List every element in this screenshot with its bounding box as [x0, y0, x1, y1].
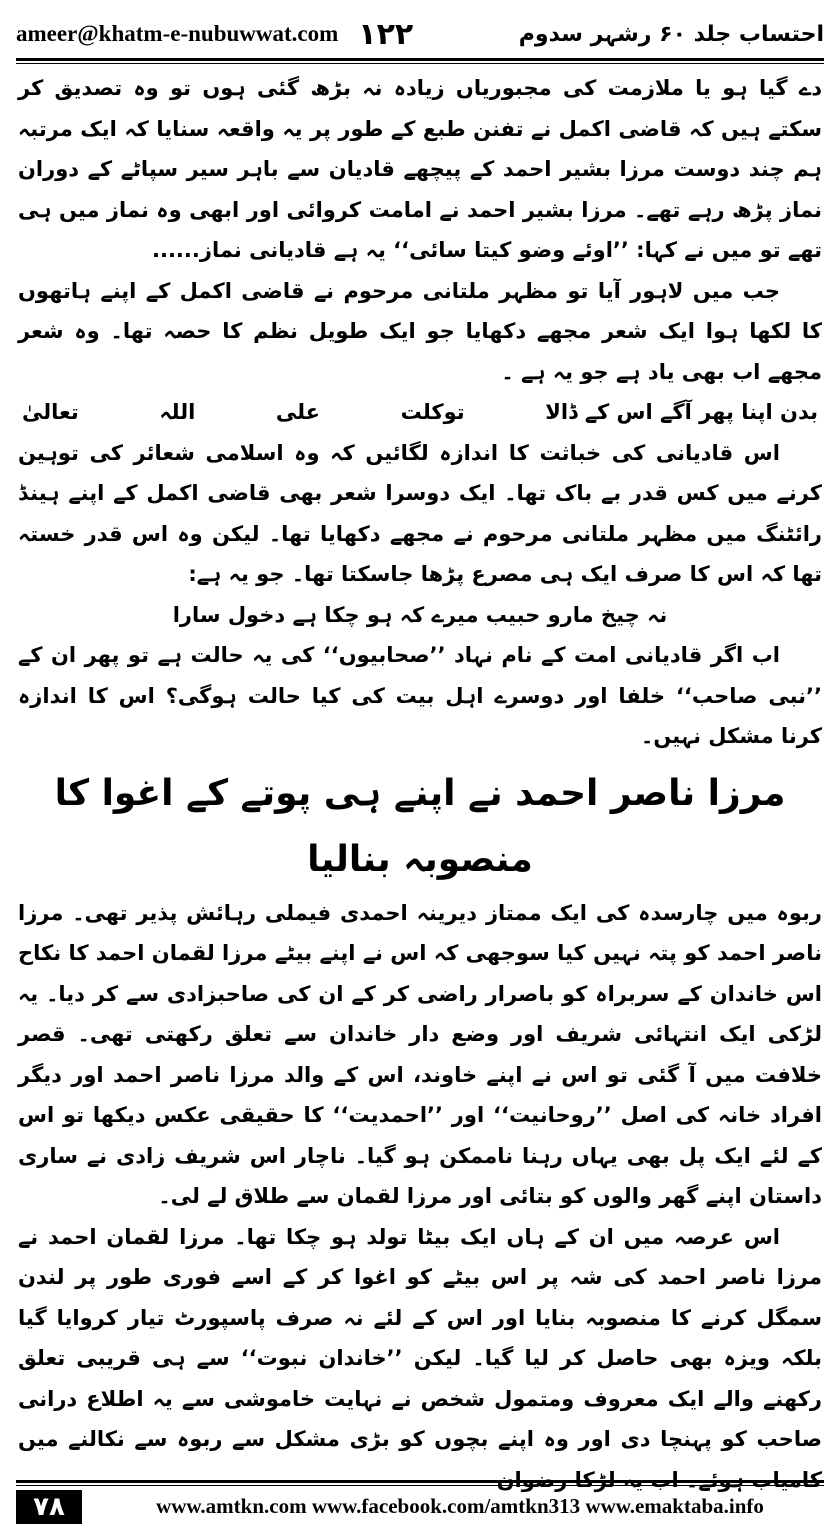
- header-page-number: ۱۲۲: [358, 16, 414, 52]
- footer-links: www.amtkn.com www.facebook.com/amtkn313 www.emaktaba.info: [156, 1494, 764, 1518]
- paragraph-1: دے گیا ہو یا ملازمت کی مجبوریاں زیادہ نہ بڑھ گئی ہوں تو وہ تصدیق کر سکتے ہیں کہ قاضی اکمل نے تفنن طبع کے طور پر یہ واقعہ سنایا کہ ایک مرتبہ ہم چند دوست مرزا بشیر احمد کے پیچھے قادیان سے باہر سیر سپاٹے کے دوران نماز پڑھ رہے تھے۔ مرزا بشیر احمد نے امامت کروائی اور ابھی وہ نماز میں ہی تھے تو میں نے کہا: ’’اوئے وضو کیتا سائی‘‘ یہ ہے قادیانی نماز......: [18, 76, 822, 262]
- header-book-title: احتساب جلد ۶۰ رشہر سدوم: [518, 21, 824, 47]
- header-left: [16, 17, 413, 52]
- paragraph-2: جب میں لاہور آیا تو مظہر ملتانی مرحوم نے قاضی اکمل کے اپنے ہاتھوں کا لکھا ہوا ایک شعر مجھے دکھایا جو ایک طویل نظم کا حصہ تھا۔ وہ شعر مجھے اب بھی یاد ہے جو یہ ہے ۔: [18, 278, 822, 384]
- verse-part-2: توکلت: [400, 400, 465, 424]
- footer-page-number: ۷۸: [16, 1490, 82, 1524]
- verse-part-1: بدن اپنا پھر آگے اس کے ڈالا: [545, 400, 818, 424]
- section-heading: مرزا ناصر احمد نے اپنے ہی پوتے کے اغوا کا منصوبہ بنالیا: [54, 772, 786, 880]
- page-body: [18, 68, 822, 1500]
- verse-line: [18, 392, 822, 433]
- header-rule: [16, 58, 824, 64]
- header-email: ameer@khatm-e-nubuwwat.com: [16, 21, 339, 46]
- page-header: [16, 14, 824, 54]
- footer-rule: [16, 1480, 824, 1486]
- verse-part-5: تعالیٰ: [22, 400, 79, 424]
- paragraph-4: اب اگر قادیانی امت کے نام نہاد ’’صحابیوں‘‘ کی یہ حالت ہے تو پھر ان کے ’’نبی صاحب‘‘ خلفا اور دوسرے اہل بیت کی کیا حالت ہوگی؟ اس کا اندازہ کرنا مشکل نہیں۔: [18, 643, 822, 748]
- verse-part-4: اللہ: [159, 400, 196, 424]
- verse-line-2: نہ چیخ مارو حبیب میرے کہ ہو چکا ہے دخول سارا: [172, 602, 668, 627]
- verse-part-3: علی: [275, 400, 321, 424]
- paragraph-6: اس عرصہ میں ان کے ہاں ایک بیٹا تولد ہو چکا تھا۔ مرزا لقمان احمد نے مرزا ناصر احمد کی شہ پر اس بیٹے کو اغوا کر کے اسے فوری طور پر لندن سمگل کرنے کا منصوبہ بنایا اور اس کے لئے نہ صرف پاسپورٹ تیار کروایا گیا بلکہ ویزہ بھی حاصل کر لیا گیا۔ لیکن ’’خاندان نبوت‘‘ سے ہی قریبی تعلق رکھنے والے ایک معروف ومتمول شخص نے نہایت خاموشی سے یہ اطلاع درانی صاحب کو پہنچا دی اور وہ اپنے بچوں کو بڑی مشکل سے ربوہ سے نکالنے میں کامیاب ہوئے۔ اب یہ لڑکا رضوان: [18, 1224, 822, 1492]
- page-footer: [16, 1480, 824, 1526]
- paragraph-5: ربوہ میں چارسدہ کی ایک ممتاز دیرینہ احمدی فیملی رہائش پذیر تھی۔ مرزا ناصر احمد کو پتہ نہیں کیا سوجھی کہ اس نے اپنے بیٹے مرزا لقمان احمد کا نکاح اس خاندان کے سربراہ کو باصرار راضی کر کے ان کی صاحبزادی سے کر دیا۔ یہ لڑکی ایک انتہائی شریف اور وضع دار خاندان سے تعلق رکھتی تھی۔ قصر خلافت میں آ گئی تو اس نے اپنے خاوند، اس کے والد مرزا ناصر احمد اور دیگر افراد خانہ کی اصل ’’روحانیت‘‘ اور ’’احمدیت‘‘ کا حقیقی عکس دیکھا تو اس کے لئے ایک پل بھی یہاں رہنا ناممکن ہو گیا۔ ناچار اس شریف زادی نے ساری داستان اپنے گھر والوں کو بتائی اور مرزا لقمان سے طلاق لے لی۔: [18, 900, 822, 1208]
- paragraph-3: اس قادیانی کی خباثت کا اندازہ لگائیں کہ وہ اسلامی شعائر کی توہین کرنے میں کس قدر بے باک تھا۔ ایک دوسرا شعر بھی قاضی اکمل کے اپنے ہینڈ رائٹنگ میں مظہر ملتانی مرحوم نے مجھے دکھایا تھا۔ لیکن وہ اس قدر خستہ تھا کہ اس کا صرف ایک ہی مصرع پڑھا جاسکتا تھا۔ جو یہ ہے:: [18, 440, 822, 586]
